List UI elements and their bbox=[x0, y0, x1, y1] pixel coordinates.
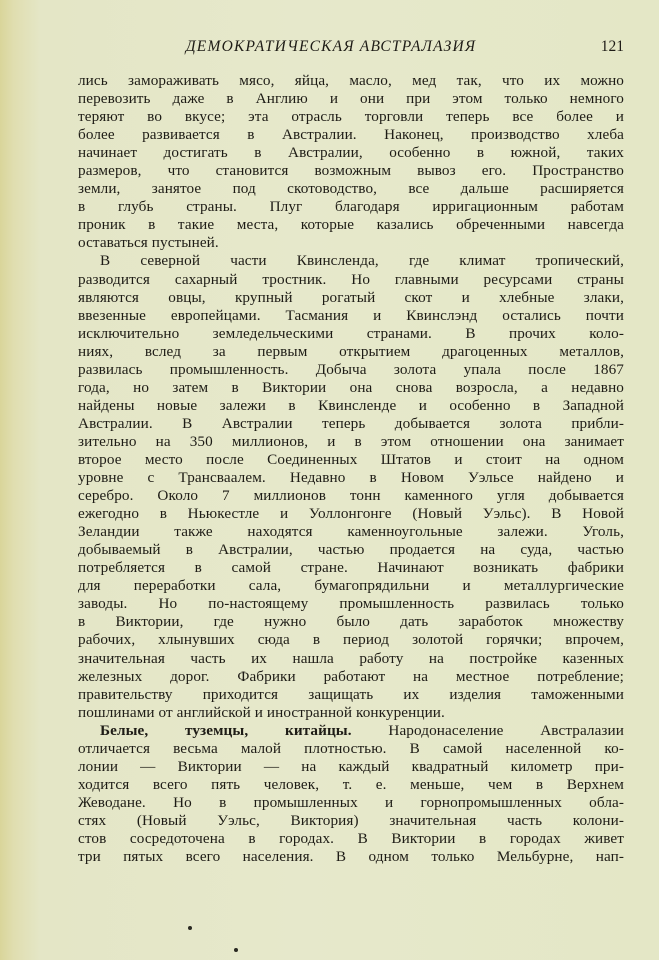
text-line: три пятых всего населения. В одном только Мельбурне, нап- bbox=[78, 848, 624, 866]
text-line: развилась промышленность. Добыча золота упала после 1867 bbox=[78, 360, 624, 378]
text-line: ниях, вслед за первым открытием драгоценных металлов, bbox=[78, 342, 624, 360]
text-line: заводы. Но по-настоящему промышленность развилась только bbox=[78, 595, 624, 613]
text-line: пошлинами от английской и иностранной конкуренции. bbox=[78, 703, 445, 721]
page-header bbox=[78, 38, 624, 64]
page-number: 121 bbox=[600, 38, 624, 55]
text-line: более развивается в Австралии. Наконец, производство хлеба bbox=[78, 126, 624, 144]
text-line: ввезенные европейцами. Тасмания и Квинслэнд остались почти bbox=[78, 306, 624, 324]
body-text bbox=[78, 72, 624, 866]
text-line: лонии — Виктории — на каждый квадратный километр при- bbox=[78, 757, 624, 775]
heading-line-rest: Народонаселение Австралазии bbox=[388, 721, 624, 739]
text-line: земли, занятое под скотоводство, все дальше расширяется bbox=[78, 180, 624, 198]
text-line: стов сосредоточена в городах. В Виктории в городах живет bbox=[78, 829, 624, 847]
text-line: добываемый в Австралии, частью продается на суда, частью bbox=[78, 541, 624, 559]
text-line: второе место после Соединенных Штатов и стоит на одном bbox=[78, 450, 624, 468]
text-line: оставаться пустыней. bbox=[78, 234, 219, 252]
text-line: железных дорог. Фабрики работают на местное потребление; bbox=[78, 667, 624, 685]
text-line: для переработки сала, бумагопрядильни и металлургические bbox=[78, 577, 624, 595]
text-line: значительная часть их нашла работу на постройке казенных bbox=[78, 649, 624, 667]
text-line: в Виктории, где нужно было дать заработок множеству bbox=[78, 613, 624, 631]
text-line: в глубь страны. Плуг благодаря ирригационным работам bbox=[78, 198, 624, 216]
text-line: размеров, что становится возможным вывоз его. Пространство bbox=[78, 162, 624, 180]
text-line: уровне с Трансваалем. Недавно в Новом Уэльсе найдено и bbox=[78, 469, 624, 487]
text-line: Жеводане. Но в промышленных и горнопромышленных обла- bbox=[78, 793, 624, 811]
text-line: начинает достигать в Австралии, особенно в южной, таких bbox=[78, 144, 624, 162]
paragraph-1 bbox=[78, 72, 624, 252]
text-line: теряют во вкусе; эта отрасль торговли теперь все более и bbox=[78, 108, 624, 126]
text-line: рабочих, хлынувших сюда в период золотой горячки; впрочем, bbox=[78, 631, 624, 649]
paragraph-3 bbox=[78, 722, 624, 866]
text-line: ежегодно в Ньюкестле и Уоллонгонге (Новый Уэльс). В Новой bbox=[78, 505, 624, 523]
text-line: отличается весьма малой плотностью. В самой населенной ко- bbox=[78, 739, 624, 757]
text-line: являются овцы, крупный рогатый скот и хлебные злаки, bbox=[78, 288, 624, 306]
text-line: серебро. Около 7 миллионов тонн каменного угля добывается bbox=[78, 487, 624, 505]
text-line: Зеландии также находятся каменноугольные залежи. Уголь, bbox=[78, 523, 624, 541]
text-line: ходится всего пять человек, т. е. меньше, чем в Верхнем bbox=[78, 775, 624, 793]
running-title: ДЕМОКРАТИЧЕСКАЯ АВСТРАЛАЗИЯ bbox=[185, 38, 477, 55]
paragraph-2 bbox=[78, 252, 624, 721]
text-line: В северной части Квинсленда, где климат тропический, bbox=[100, 252, 624, 270]
text-line: потребляется в самой стране. Начинают возникать фабрики bbox=[78, 559, 624, 577]
ink-speck bbox=[234, 948, 238, 952]
ink-speck bbox=[188, 926, 192, 930]
text-line: правительству приходится защищать их изделия таможенными bbox=[78, 685, 624, 703]
section-heading: Белые, туземцы, китайцы. bbox=[100, 721, 352, 739]
text-line: года, но затем в Виктории она снова возросла, а недавно bbox=[78, 378, 624, 396]
text-line: Австралии. В Австралии теперь добывается золота прибли- bbox=[78, 414, 624, 432]
book-page bbox=[78, 38, 624, 866]
text-line: разводится сахарный тростник. Но главными ресурсами страны bbox=[78, 270, 624, 288]
text-line: проник в такие места, которые казались обреченными навсегда bbox=[78, 216, 624, 234]
text-line: стях (Новый Уэльс, Виктория) значительная часть колони- bbox=[78, 811, 624, 829]
text-line: лись замораживать мясо, яйца, масло, мед так, что их можно bbox=[78, 72, 624, 89]
text-line: перевозить даже в Англию и они при этом только немного bbox=[78, 90, 624, 108]
text-line bbox=[78, 722, 624, 740]
text-line: найдены новые залежи в Квинсленде и особенно в Западной bbox=[78, 396, 624, 414]
text-line: исключительно земледельческими странами. В прочих коло- bbox=[78, 324, 624, 342]
text-line: зительно на 350 миллионов, и в этом отношении она занимает bbox=[78, 432, 624, 450]
